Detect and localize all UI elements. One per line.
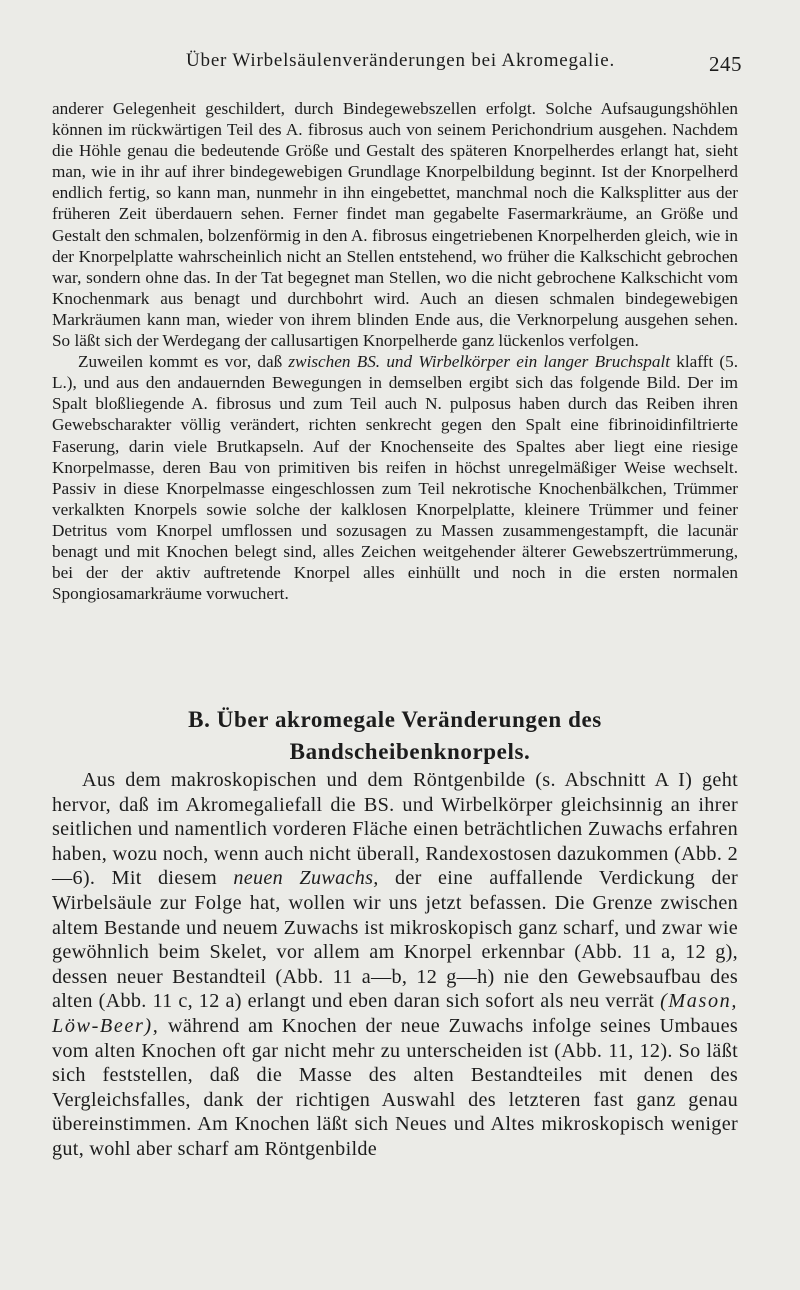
paragraph-text-a: Aus dem makroskopischen und dem Röntgenbilde (s. Abschnitt A I) geht hervor, daß im Akromegaliefall die BS. und Wirbelkörper gleichsinnig an ihrer seitlichen und namentlich vorderen Fläche einen beträchtlichen Zuwachs erfahren haben, wozu noch, wenn auch nicht überall, Randexostosen dazukommen (Abb. 2—6). Mit diesem: [52, 769, 738, 890]
paragraph-bruchspalt: [52, 351, 738, 604]
paragraph-text-start: Zuweilen kommt es vor, daß: [78, 352, 289, 372]
author-citation: (Mason, Löw-Beer),: [52, 990, 738, 1037]
italic-emphasis: zwischen BS. und Wirbelkörper ein langer Bruchspalt: [288, 352, 670, 372]
section-a-text: [52, 98, 738, 604]
italic-emphasis: neuen Zuwachs,: [233, 867, 379, 890]
heading-line-2: Bandscheibenknorpels.: [289, 739, 531, 764]
paragraph-text-c: während am Knochen der neue Zuwachs infolge seines Umbaues vom alten Knochen oft gar nicht mehr zu unterscheiden ist (Abb. 11, 12). So läßt sich feststellen, daß die Masse des alten Bestandteiles mit denen des Vergleichsfalles, dank der richtigen Auswahl des letzteren fast ganz genau übereinstimmen. Am Knochen läßt sich Neues und Altes mikroskopisch weniger gut, wohl aber scharf am Röntgenbilde: [52, 1014, 738, 1160]
section-b-heading: [52, 704, 738, 768]
paragraph-zuwachs: [52, 768, 738, 1162]
page-number: 245: [709, 52, 742, 76]
paragraph-text-end: klafft (5. L.), und aus den andauernden Bewegungen in demselben ergibt sich das folgende Bild. Der im Spalt bloßliegende A. fibrosus und zum Teil auch N. pulposus haben durch das Reiben ihren Gewebscharakter völlig verändert, richten senkrecht gegen den Spalt eine fibrinoidinfiltrierte Faserung, darin viele Brutkapseln. Auf der Knochenseite des Spaltes aber liegt eine riesige Knorpelmasse, deren Bau von primitiven bis reifen in höchst unregelmäßiger Weise wechselt. Passiv in diese Knorpelmasse eingeschlossen zum Teil nekrotische Knochenbälkchen, Trümmer verkalkten Knorpels sowie solche der kalklosen Knorpelplatte, kleinere Trümmer und feiner Detritus vom Knorpel umflossen und sozusagen zu Massen zusammengestampft, die lacunär benagt und mit Knochen belegt sind, alles Zeichen weitgehender älterer Gewebszertrümmerung, bei der der aktiv auftretende Knorpel alles einhüllt und noch in die ersten normalen Spongiosamarkräume vorwuchert.: [52, 352, 738, 604]
running-head: [52, 48, 742, 76]
section-b-text: [52, 768, 738, 1162]
heading-line-1: B. Über akromegale Veränderungen des: [188, 707, 602, 732]
paragraph-continued: anderer Gelegenheit geschildert, durch Bindegewebszellen erfolgt. Solche Aufsaugungshöhlen können im rückwärtigen Teil des A. fibrosus auch von seinem Perichondrium ausgehen. Nachdem die Höhle genau die bedeutende Größe und Gestalt des späteren Knorpelherdes erlangt hat, sieht man, wie in ihr auf ihrer bindegewebigen Grundlage Knorpelbildung beginnt. Ist der Knorpelherd endlich fertig, so kann man, nunmehr in ihn eingebettet, manchmal noch die Kalksplitter aus der früheren Zeit überdauern sehen. Ferner findet man gegabelte Fasermarkräume, an Größe und Gestalt den schmalen, bolzenförmig in den A. fibrosus eingetriebenen Knorpelherden gleich, wie in der Knorpelplatte wahrscheinlich nicht an Stellen entstehend, wo früher die Kalkschicht gebrochen war, sondern ohne das. In der Tat begegnet man Stellen, wo die nicht gebrochene Kalkschicht vom Knochenmark aus benagt und durchbohrt wird. Auch an diesen schmalen bindegewebigen Markräumen kann man, wieder von ihrem blinden Ende aus, die Verknorpelung ausgehen sehen. So läßt sich der Werdegang der callusartigen Knorpelherde ganz lückenlos verfolgen.: [52, 99, 738, 351]
running-head-title: Über Wirbelsäulenveränderungen bei Akromegalie.: [186, 50, 616, 71]
paragraph-text-b: der eine auffallende Verdickung der Wirbelsäule zur Folge hat, wollen wir uns jetzt befassen. Die Grenze zwischen altem Bestande und neuem Zuwachs ist mikroskopisch ganz scharf, und zwar wie gewöhnlich beim Skelet, vor allem am Knorpel erkennbar (Abb. 11 a, 12 g), dessen neuer Bestandteil (Abb. 11 a—b, 12 g—h) nie den Gewebsaufbau des alten (Abb. 11 c, 12 a) erlangt und eben daran sich sofort als neu verrät: [52, 867, 738, 1013]
